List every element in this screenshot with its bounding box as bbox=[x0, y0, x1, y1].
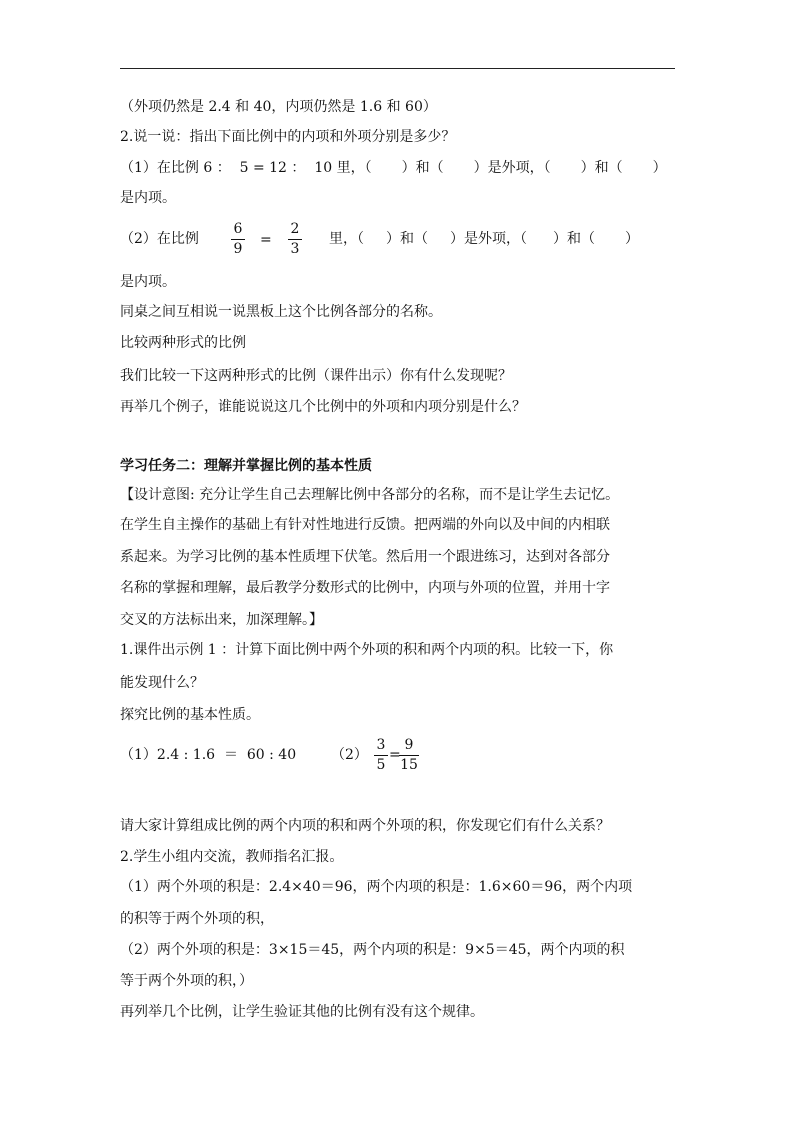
example-fraction-a-numerator: 3 bbox=[376, 737, 386, 753]
example-proportion-2-label: （2） bbox=[331, 747, 368, 763]
please-calc-line: 请大家计算组成比例的两个内项的积和两个外项的积，你发现它们有什么关系？ bbox=[120, 818, 610, 834]
q2-tail3: ）是外项，（ bbox=[450, 231, 527, 247]
design-line: 在学生自主操作的基础上有针对性地进行反馈。把两端的外向以及中间的内相联 bbox=[120, 517, 610, 533]
say-heading: 2.说一说：指出下面比例中的内项和外项分别是多少？ bbox=[120, 129, 456, 145]
explore-line: 探究比例的基本性质。 bbox=[120, 707, 260, 723]
header-rule bbox=[120, 68, 675, 69]
q1-lead: （1）在比例 6 ： 5 = 12 ： 10 里，（ bbox=[120, 160, 372, 176]
list-more-line: 再列举几个比例，让学生验证其他的比例有没有这个规律。 bbox=[120, 1004, 484, 1020]
answer-2-line: （2）两个外项的积是：3×15＝45，两个内项的积是：9×5＝45，两个内项的积 bbox=[120, 942, 625, 958]
fraction-bar bbox=[288, 239, 302, 240]
q2-tail4: ）和（ bbox=[553, 231, 595, 247]
example-proportion-1: （1）2.4 : 1.6 ＝ 60 : 40 bbox=[120, 747, 297, 763]
we-compare-line: 我们比较一下这两种形式的比例（课件出示）你有什么发现呢？ bbox=[120, 368, 512, 384]
q2-tail2: ）和（ bbox=[386, 231, 428, 247]
fraction-bar bbox=[231, 239, 245, 240]
design-line: 名称的掌握和理解，最后教学分数形式的比例中，内项与外项的位置，并用十字 bbox=[120, 580, 610, 596]
question-1-cont: 是内项。 bbox=[120, 190, 176, 206]
q2-fraction-1-numerator: 6 bbox=[233, 221, 243, 237]
q2-fraction-1 bbox=[231, 221, 245, 258]
example-fraction-a-denominator: 5 bbox=[376, 757, 386, 773]
example-fraction-b bbox=[399, 737, 419, 774]
q2-fraction-2-numerator: 2 bbox=[290, 221, 300, 237]
intro-line: （外项仍然是 2.4 和 40，内项仍然是 1.6 和 60） bbox=[120, 99, 437, 115]
design-line: 系起来。为学习比例的基本性质埋下伏笔。然后用一个跟进练习，达到对各部分 bbox=[120, 549, 610, 565]
q2-fraction-1-denominator: 9 bbox=[233, 241, 243, 257]
more-examples-line: 再举几个例子，谁能说说这几个比例中的外项和内项分别是什么？ bbox=[120, 399, 526, 415]
question-2-tail bbox=[329, 229, 639, 249]
example-fraction-b-denominator: 15 bbox=[400, 757, 418, 773]
question-2-lead: （2）在比例 bbox=[120, 231, 199, 247]
q1-part1: ）和（ bbox=[401, 160, 444, 176]
fraction-bar bbox=[374, 755, 388, 756]
question-1 bbox=[120, 158, 667, 178]
example-fraction-a bbox=[374, 737, 388, 774]
example-line: 能发现什么？ bbox=[120, 675, 204, 691]
example-equals: = bbox=[389, 747, 401, 763]
q1-part2: ）是外项，（ bbox=[473, 160, 551, 176]
compare-line: 比较两种形式的比例 bbox=[120, 335, 246, 351]
q2-tail1: 里，（ bbox=[329, 231, 364, 247]
group-report-line: 2.学生小组内交流，教师指名汇报。 bbox=[120, 849, 344, 865]
task2-heading: 学习任务二：理解并掌握比例的基本性质 bbox=[120, 458, 372, 474]
answer-2-line: 等于两个外项的积，） bbox=[120, 973, 253, 989]
desk-mate-line: 同桌之间互相说一说黑板上这个比例各部分的名称。 bbox=[120, 304, 442, 320]
example-line: 1.课件出示例 1 ：计算下面比例中两个外项的积和两个内项的积。比较一下，你 bbox=[120, 642, 614, 658]
q2-equals: = bbox=[260, 232, 272, 248]
q1-part4: ） bbox=[652, 160, 667, 176]
example-fraction-b-numerator: 9 bbox=[404, 737, 414, 753]
q2-fraction-2-denominator: 3 bbox=[290, 241, 300, 257]
answer-1-line: （1）两个外项的积是：2.4×40＝96，两个内项的积是：1.6×60＝96，两个内项 bbox=[120, 879, 633, 895]
answer-1-line: 的积等于两个外项的积， bbox=[120, 911, 274, 927]
q1-part3: ）和（ bbox=[580, 160, 623, 176]
fraction-bar bbox=[399, 755, 419, 756]
q2-tail5: ） bbox=[625, 231, 639, 247]
question-2-cont: 是内项。 bbox=[120, 274, 176, 290]
design-line: 交叉的方法标出来，加深理解。】 bbox=[120, 612, 323, 628]
design-line: 【设计意图: 充分让学生自己去理解比例中各部分的名称，而不是让学生去记忆。 bbox=[120, 487, 620, 503]
q2-fraction-2 bbox=[288, 221, 302, 258]
